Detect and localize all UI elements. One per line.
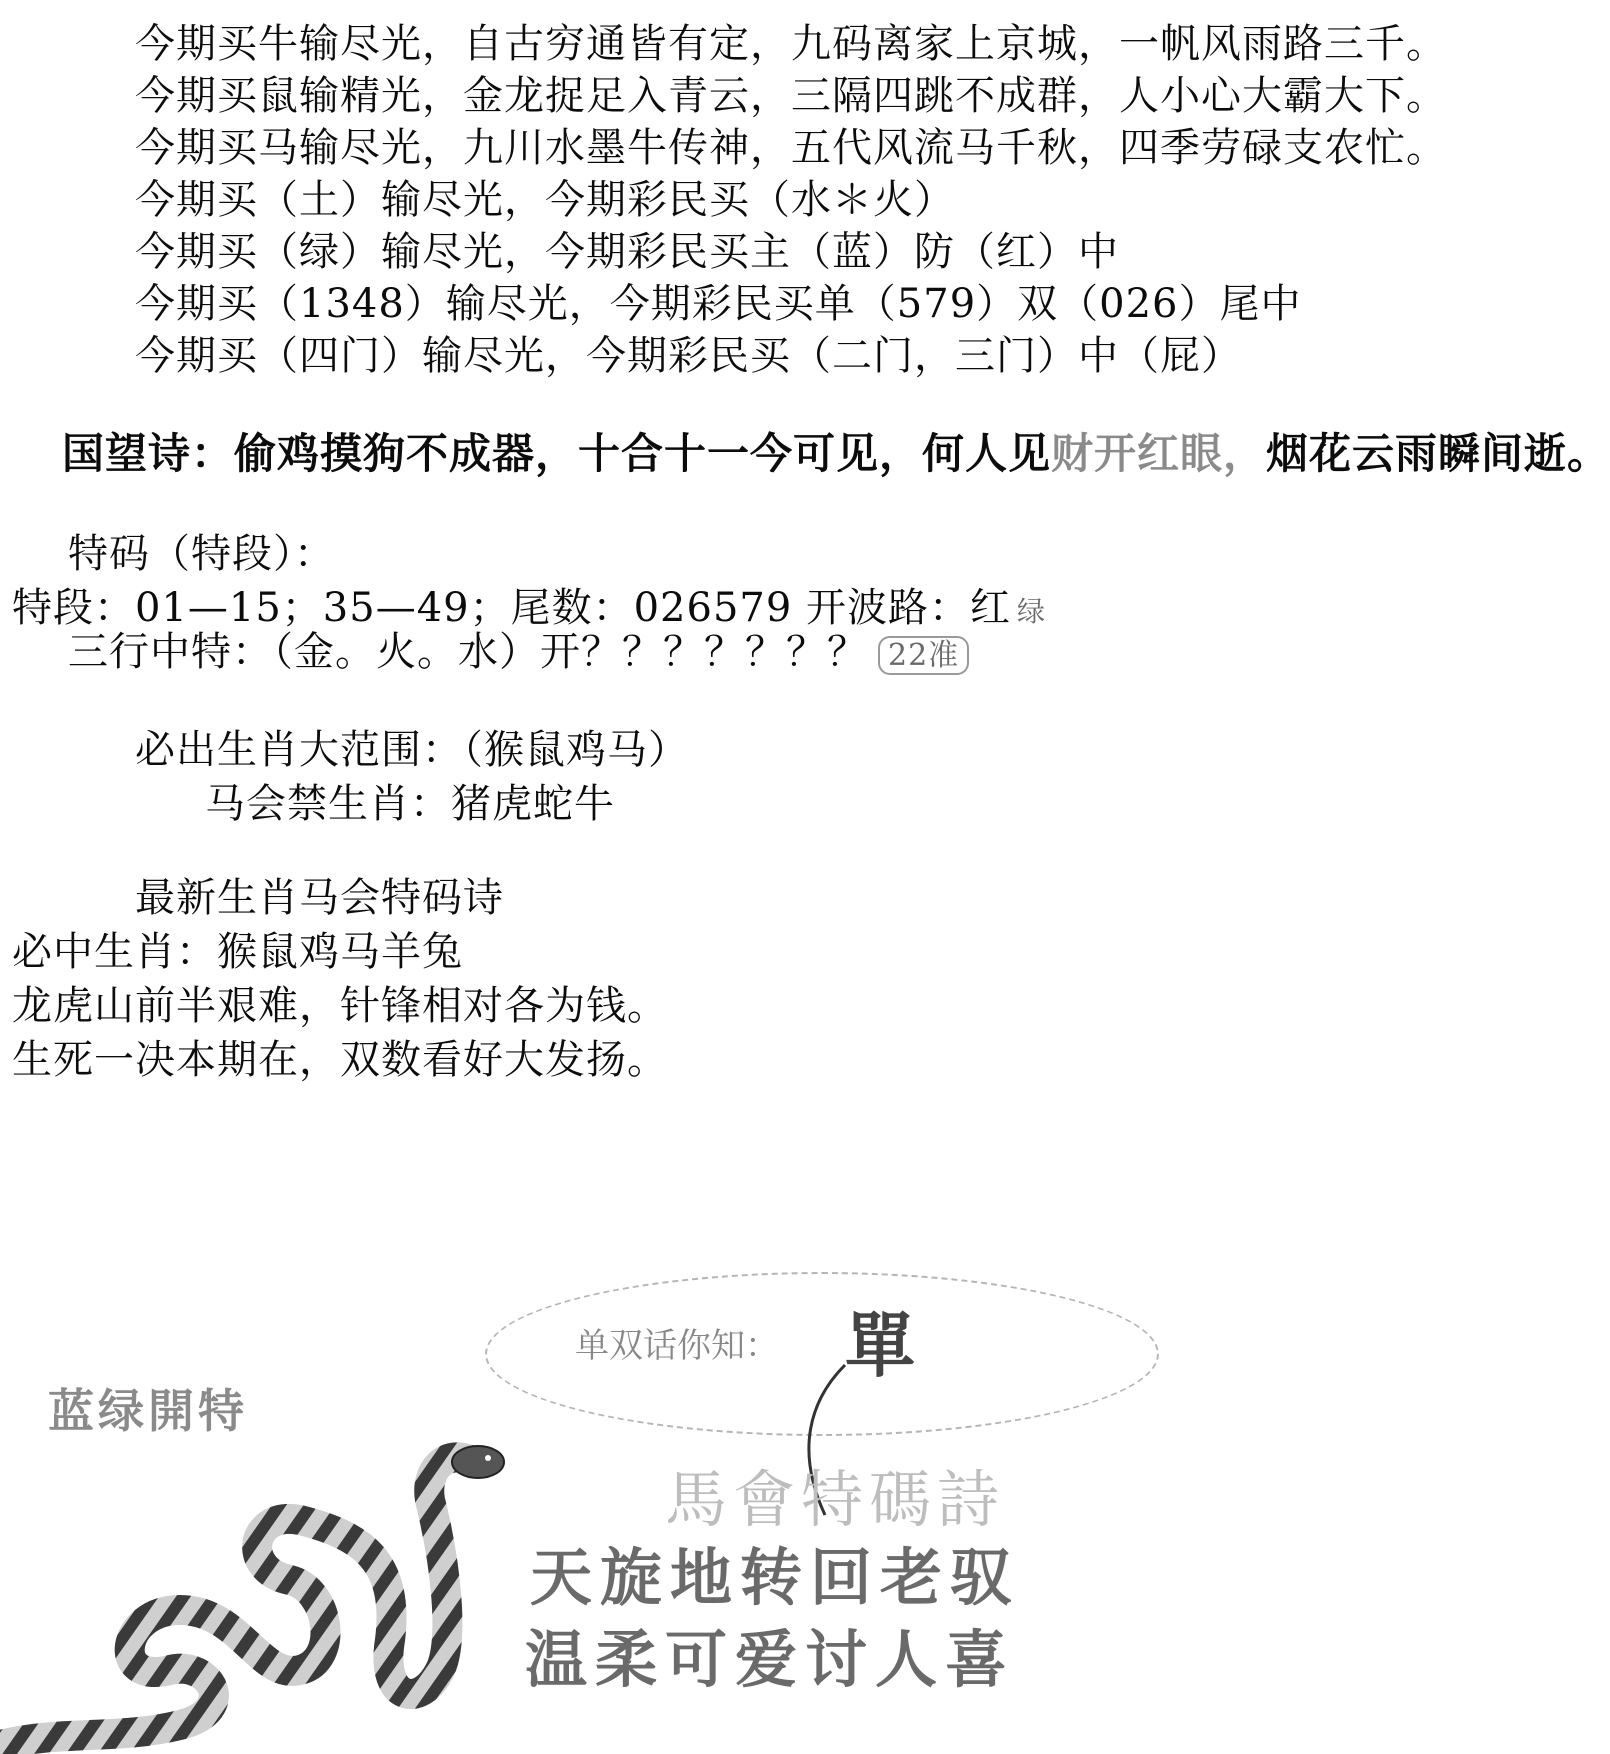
green-mark: 绿 (1017, 595, 1047, 628)
guowang-text-faded: 财开红眼， (1051, 429, 1267, 478)
bizhong-line: 必中生肖：猴鼠鸡马羊兔 (12, 929, 463, 975)
tema-heading: 特码（特段）： (68, 531, 335, 577)
tema-range-text: 特段：01—15；35—49；尾数：026579 开波路：红 (12, 585, 1012, 631)
danshuang-answer: 單 (845, 1304, 915, 1387)
guowang-text-a: 偷鸡摸狗不成器，十合十一今可见，何人见 (234, 429, 1052, 478)
poem-line-2: 生死一决本期在，双数看好大发扬。 (12, 1037, 668, 1083)
slogan-line-2: 温柔可爱讨人喜 (525, 1623, 1016, 1696)
zodiac-range-line: 必出生肖大范围：（猴鼠鸡马） (135, 727, 689, 773)
sanxing-text: 三行中特：（金。火。水）开？？？？？？？ (68, 629, 868, 675)
top-line-2: 今期买鼠输精光，金龙捉足入青云，三隔四跳不成群，人小心大霸大下。 (135, 73, 1447, 119)
top-line-6: 今期买（1348）输尽光，今期彩民买单（579）双（026）尾中 (135, 281, 1302, 327)
lanlv-title: 蓝绿開特 (48, 1384, 248, 1438)
snake-icon (0, 1440, 520, 1754)
poem-heading: 最新生肖马会特码诗 (135, 875, 504, 921)
top-line-3: 今期买马输尽光，九川水墨牛传神，五代风流马千秋，四季劳碌支农忙。 (135, 125, 1447, 171)
top-line-4: 今期买（土）输尽光，今期彩民买（水＊火） (135, 177, 955, 223)
top-line-1: 今期买牛输尽光，自古穷通皆有定，九码离家上京城，一帆风雨路三千。 (135, 21, 1447, 67)
sanxing-line (68, 628, 969, 680)
danshuang-label: 单双话你知： (575, 1326, 779, 1366)
top-line-5: 今期买（绿）输尽光，今期彩民买主（蓝）防（红）中 (135, 229, 1119, 275)
zodiac-forbidden-line: 马会禁生肖：猪虎蛇牛 (205, 781, 615, 827)
guowang-label: 国望诗： (62, 429, 235, 478)
mahui-title: 馬會特碼詩 (665, 1463, 1006, 1536)
number-mark: 22准 (878, 636, 969, 675)
guowang-poem (62, 430, 1610, 478)
poem-line-1: 龙虎山前半艰难，针锋相对各为钱。 (12, 983, 668, 1029)
guowang-text-b: 烟花云雨瞬间逝。 (1266, 429, 1610, 478)
top-line-7: 今期买（四门）输尽光，今期彩民买（二门，三门）中（屁） (135, 333, 1242, 379)
slogan-line-1: 天旋地转回老驭 (530, 1541, 1021, 1614)
